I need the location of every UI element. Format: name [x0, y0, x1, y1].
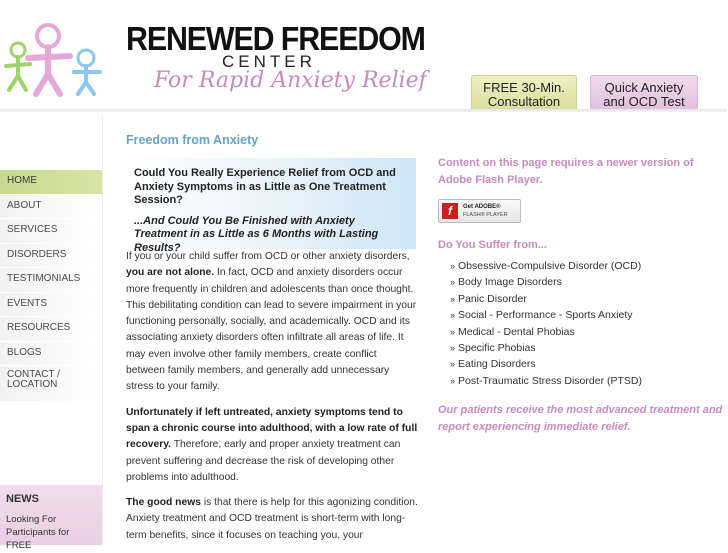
- p1-bold: you are not alone.: [126, 267, 215, 279]
- news-title: NEWS: [6, 493, 39, 505]
- brand-tagline: For Rapid Anxiety Relief: [154, 68, 427, 93]
- page-title: Freedom from Anxiety: [126, 133, 259, 147]
- p2-rest: Therefore, early and proper anxiety treatment can prevent suffering and decrease the risk of developing other problems into adulthood.: [126, 439, 401, 483]
- quiz-tab-line2: and OCD Test: [603, 94, 685, 109]
- disorder-label: Panic Disorder: [458, 292, 527, 305]
- bullet-icon: »: [450, 293, 456, 304]
- callout-answer: ...And Could You Be Finished with Anxiety Treatment in as Little as 6 Months with Lasting Results?: [134, 214, 379, 254]
- nav-contact-line2: LOCATION: [7, 379, 58, 390]
- nav-item-events[interactable]: EVENTS: [0, 293, 102, 318]
- list-item[interactable]: [450, 258, 642, 274]
- list-item[interactable]: [450, 307, 642, 323]
- disorder-label: Social - Performance - Sports Anxiety: [458, 309, 633, 322]
- list-item[interactable]: [450, 274, 642, 290]
- list-item[interactable]: [450, 291, 642, 307]
- free-consultation-tab[interactable]: [471, 75, 577, 112]
- p2-bold: Unfortunately if left untreated, anxiety symptoms tend to span a chronic course into adulthood, with a low rate of full recovery.: [126, 406, 418, 451]
- list-item[interactable]: [450, 373, 642, 389]
- news-link[interactable]: [6, 513, 96, 552]
- disorder-label: Medical - Dental Phobias: [458, 325, 575, 338]
- main-nav: [0, 170, 102, 402]
- site-header: [0, 0, 727, 112]
- flash-badge-line1: Get ADOBE®: [463, 204, 501, 210]
- bullet-icon: »: [450, 310, 456, 321]
- p1-rest: In fact, OCD and anxiety disorders occur more frequently in children and adolescents than once thought. This debilitating condition can lead to severe impairment in your functioning personally, socially, and academically. OCD and its associating anxiety disorders often infiltrate all areas of life. It may even involve other family members, create conflict between family members, and generally add unnecessary stress to your family.: [126, 267, 417, 393]
- quick-test-tab[interactable]: [590, 75, 698, 112]
- nav-item-disorders[interactable]: DISORDERS: [0, 244, 102, 269]
- suffer-heading: Do You Suffer from...: [438, 239, 547, 251]
- disorder-label: Eating Disorders: [458, 358, 536, 371]
- bullet-icon: »: [450, 359, 456, 370]
- nav-item-blogs[interactable]: BLOGS: [0, 342, 102, 367]
- nav-contact-line1: CONTACT /: [7, 369, 60, 380]
- nav-item-testimonials[interactable]: TESTIMONIALS: [0, 268, 102, 293]
- nav-item-home[interactable]: HOME: [0, 170, 102, 195]
- consult-tab-line1: FREE 30-Min.: [483, 80, 565, 95]
- quiz-tab-line1: Quick Anxiety: [604, 80, 684, 95]
- callout-box: [126, 158, 416, 254]
- consult-tab-line2: Consultation: [487, 94, 561, 109]
- p1-start: If you or your child suffer from OCD or other anxiety disorders,: [126, 251, 410, 262]
- nav-item-resources[interactable]: RESOURCES: [0, 317, 102, 342]
- callout-question: Could You Really Experience Relief from OCD and Anxiety Symptoms in as Little as One Treatment Session?: [134, 167, 396, 207]
- news-line2: Participants for FREE: [6, 527, 70, 551]
- p3-bold: The good news: [126, 497, 201, 509]
- nav-item-contact[interactable]: [0, 366, 102, 402]
- paragraph-3: [126, 495, 418, 544]
- nav-divider: [102, 115, 103, 545]
- bullet-icon: »: [450, 375, 456, 386]
- disorder-label: Specific Phobias: [458, 342, 536, 355]
- brand-subtitle: CENTER: [222, 52, 316, 71]
- patients-tagline: Our patients receive the most advanced treatment and report experiencing immediate relief.: [438, 404, 723, 433]
- disorder-label: Obsessive-Compulsive Disorder (OCD): [458, 260, 642, 272]
- paragraph-2: [126, 405, 418, 486]
- list-item[interactable]: [450, 340, 642, 356]
- nav-item-about[interactable]: ABOUT: [0, 195, 102, 220]
- flash-required-message: Content on this page requires a newer version of Adobe Flash Player.: [438, 157, 694, 186]
- news-box: [0, 485, 102, 551]
- disorder-label: Post-Traumatic Stress Disorder (PTSD): [458, 374, 642, 387]
- flash-logo-icon: f: [442, 203, 458, 219]
- list-item[interactable]: [450, 356, 642, 372]
- get-flash-player-button[interactable]: [438, 199, 521, 223]
- nav-item-services[interactable]: SERVICES: [0, 219, 102, 244]
- bullet-icon: »: [450, 326, 456, 337]
- paragraph-1: [126, 249, 418, 396]
- disorder-label: Body Image Disorders: [458, 276, 562, 289]
- bullet-icon: »: [450, 277, 456, 288]
- disorder-list: [450, 258, 642, 389]
- main-article: [126, 249, 418, 553]
- news-line1: Looking For: [6, 514, 57, 525]
- bullet-icon: »: [450, 343, 456, 354]
- flash-badge-line2: FLASH® PLAYER: [463, 212, 508, 218]
- header-divider: [0, 109, 727, 112]
- family-figures-logo-icon[interactable]: [0, 10, 108, 100]
- list-item[interactable]: [450, 324, 642, 340]
- p3-rest: is that there is help for this agonizing condition. Anxiety treatment and OCD treatment is short-term with long-term benefits, since it focuses on teaching you, your: [126, 497, 418, 541]
- brand-title[interactable]: RENEWED FREEDOM: [126, 20, 425, 57]
- bullet-icon: »: [450, 261, 456, 271]
